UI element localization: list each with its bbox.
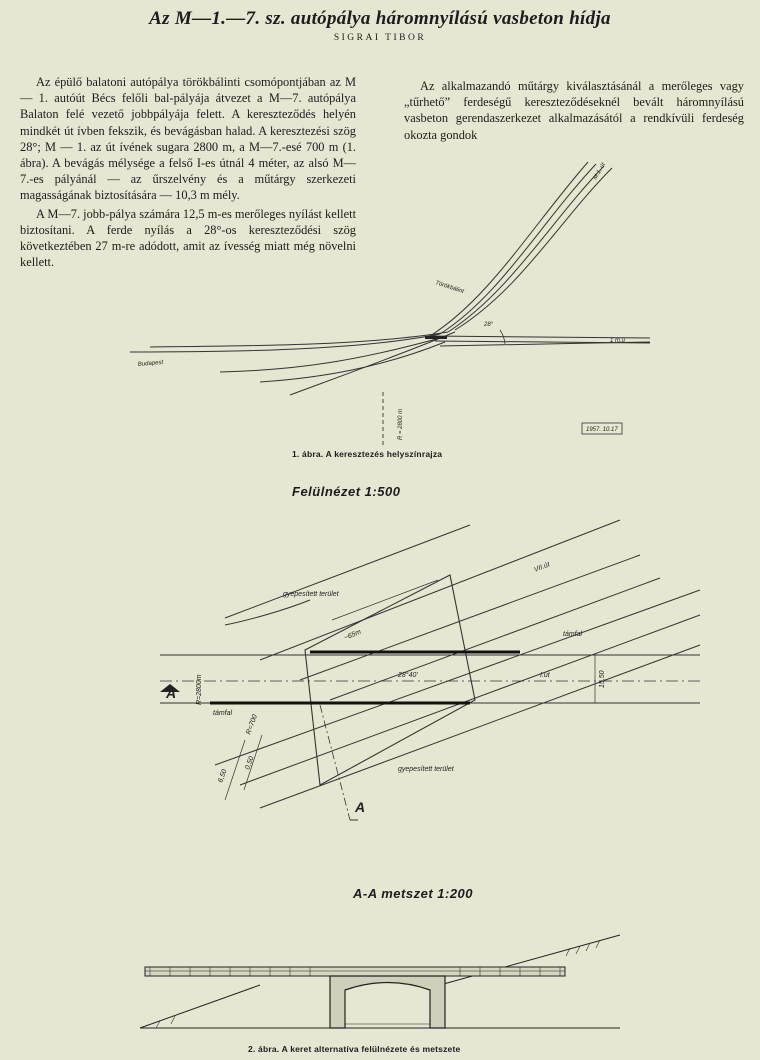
label-r700: R=700: [245, 713, 260, 736]
plan-heading: Felülnézet 1:500: [292, 484, 401, 499]
article-title: Az M—1.—7. sz. autópálya háromnyílású vasbeton hídja: [149, 8, 611, 29]
label-i-ut: I.út: [540, 672, 550, 679]
label-gyepesitett-bottom: gyepesített terület: [398, 766, 454, 773]
figure-1-caption: 1. ábra. A keresztezés helyszínrajza: [292, 449, 443, 459]
label-dim-050: 0,50: [244, 755, 256, 771]
figure-2-section: [0, 920, 760, 1035]
right-column: [404, 78, 744, 143]
article-author: SIGRAI TIBOR: [333, 33, 427, 43]
label-dim-650: 6,50: [217, 768, 229, 784]
label-vii-ut: VII.út: [533, 561, 551, 574]
label-angle-2: 28°40': [398, 672, 418, 679]
label-budapest: Budapest: [137, 359, 164, 368]
label-torokbalint: Törökbálint: [434, 280, 465, 296]
label-dim-65: ~65m: [343, 628, 363, 642]
figure-1-site-plan: [0, 150, 760, 450]
figure-2-caption: 2. ábra. A keret alternatíva felülnézete és metszete: [248, 1044, 461, 1054]
section-heading: A-A metszet 1:200: [353, 886, 474, 901]
label-width-1550: 15,50: [599, 670, 606, 688]
label-gyepesitett-top: gyepesített terület: [283, 591, 339, 598]
label-top-right: M.1. út: [592, 162, 607, 181]
label-stamp: 1957. 10.17: [586, 427, 618, 433]
left-paragraph-2: A M—7. jobb-pálya számára 12,5 m-es merőleges nyílást kellett biztosítani. A ferde nyílás a 28°-os kereszteződési szög következtében 27 m-re adódott, amit az ívesség miatt még növelni kellett.: [20, 206, 357, 270]
label-section-a-bottom: A: [355, 799, 366, 815]
label-radius: R = 2800 m: [398, 408, 404, 440]
label-tamfal-right: támfal: [563, 631, 583, 638]
left-paragraph-1: Az épülő balatoni autópálya törökbálinti csomópontjában az M — 1. autóút Bécs felőli bal-pályája átvezet a M—7. autópálya Balaton felé vezető jobbpályája felett. A kereszteződés helyén mindkét út ívben fekszik, és bevágásban halad. A keresztezési szög 28°; M — 1. az út ívének sugara 2800 m, a M—7.-esé 700 m (1. ábra). A bevágás mélysége a felső I-es útnál 4 méter, az alsó M—7.-es pályánál — az űrszelvény és a műtárgy szerkezeti magasságának biztosítására — 10,3 m mély.: [20, 75, 356, 203]
label-section-a-left: A: [166, 685, 177, 701]
label-angle: 28°: [484, 322, 494, 328]
label-radius-left: R=2800m: [196, 674, 203, 705]
right-paragraph-1: Az alkalmazandó műtárgy kiválasztásánál a merőleges vagy „tűrhető” ferdeségű kereszteződéseknél bevált háromnyílású vasbeton gerendaszerkezet alkalmazásától a rendkívüli ferdeség okozta gondok: [404, 79, 744, 142]
label-tamfal-left: támfal: [213, 710, 233, 717]
figure-2-plan: [0, 505, 760, 835]
label-road1: 1 m.ú: [610, 338, 626, 344]
